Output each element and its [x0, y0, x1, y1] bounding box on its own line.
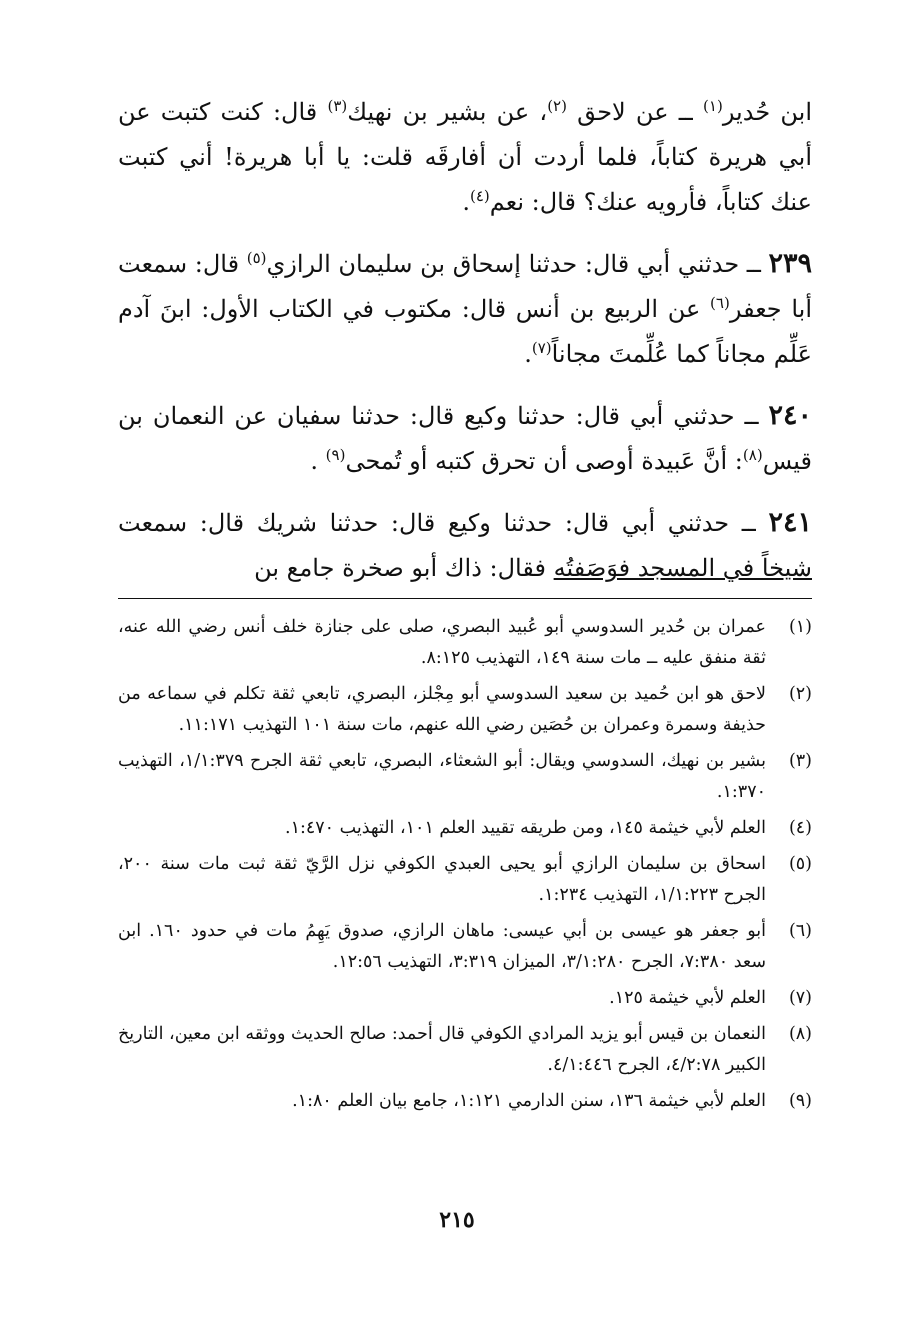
footnote: [118, 746, 812, 808]
footnote-ref: (٢): [547, 97, 567, 115]
footnote: [118, 679, 812, 741]
text-run: ــ حدثني أبي قال: حدثنا وكيع قال: حدثنا سفيان عن النعمان بن قيس: [118, 402, 812, 475]
hadith-number: ٢٣٩: [768, 248, 813, 279]
underlined-text: شيخاً في المسجد فوَصَفتُه: [553, 554, 812, 582]
text-run: : أنَّ عَبيدة أوصى أن تحرق كتبه أو تُمحى: [345, 447, 743, 475]
footnote-text: لاحق هو ابن حُميد بن سعيد السدوسي أبو مِجْلز، البصري، تابعي ثقة تكلم في سماعه من حذيفة وسمرة وعمران بن حُصَين رضي الله عنهم، مات سنة ١٠١ التهذيب ١١:١٧١.: [118, 684, 766, 735]
footnote-text: العلم لأبي خيثمة ١٤٥، ومن طريقه تقييد العلم ١٠١، التهذيب ١:٤٧٠.: [285, 818, 766, 838]
paragraph-240: [118, 393, 812, 484]
hadith-number: ٢٤٠: [768, 400, 812, 431]
footnote: [118, 813, 812, 844]
footnote: [118, 983, 812, 1014]
page-number: ٢١٥: [439, 1207, 475, 1233]
paragraph-continuation: [118, 90, 812, 225]
footnote: [118, 1019, 812, 1081]
footnote-number: (١): [788, 617, 812, 637]
footnote-number: (٢): [788, 684, 812, 704]
footnote-ref: (٦): [710, 294, 730, 312]
text-run: .: [462, 188, 470, 216]
footnote-number: (٦): [788, 921, 812, 941]
footnote: [118, 849, 812, 911]
text-run: ــ حدثني أبي قال: حدثنا إسحاق بن سليمان الرازي: [266, 250, 769, 278]
footnote-number: (٧): [788, 988, 812, 1008]
footnote-ref: (٣): [327, 97, 348, 115]
text-run: عن الربيع بن أنس قال: مكتوب في الكتاب الأول: ابنَ آدم عَلِّم مجاناً كما عُلِّمتَ مجاناً: [118, 295, 812, 368]
footnote-divider: [118, 598, 812, 599]
footnote-text: اسحاق بن سليمان الرازي أبو يحيى العبدي الكوفي نزل الرَّيّ ثقة ثبت مات سنة ٢٠٠، الجرح ١/١:٢٢٣، التهذيب ١:٢٣٤.: [118, 854, 766, 905]
footnote: [118, 1086, 812, 1117]
footnote-text: النعمان بن قيس أبو يزيد المرادي الكوفي قال أحمد: صالح الحديث ووثقه ابن معين، التاريخ الكبير ٤/٢:٧٨، الجرح ٤/١:٤٤٦.: [118, 1024, 766, 1075]
text-run: ، عن بشير بن نهيك: [347, 98, 548, 126]
text-run: فقال: ذاك أبو صخرة جامع بن: [254, 554, 554, 582]
text-run: قال: كنت كتبت عن أبي هريرة كتاباً، فلما أردت أن أفارقَه قلت: يا أبا هريرة! أني كتبت عنك كتاباً، فأرويه عنك؟ قال: نعم: [118, 98, 812, 216]
footnote-ref: (٧): [531, 339, 552, 357]
footnote-text: العلم لأبي خيثمة ١٣٦، سنن الدارمي ١:١٢١، جامع بيان العلم ١:٨٠.: [292, 1091, 766, 1111]
footnote-number: (٨): [788, 1024, 812, 1044]
hadith-number: ٢٤١: [768, 507, 812, 538]
paragraph-241: [118, 500, 812, 591]
footnote-ref: (٤): [469, 187, 490, 205]
footnotes: [118, 612, 812, 1122]
text-run: قال: سمعت أبا جعفر: [118, 250, 812, 323]
text-run: ابن حُدير: [722, 98, 812, 126]
footnote-text: بشير بن نهيك، السدوسي ويقال: أبو الشعثاء، البصري، تابعي ثقة الجرح ١/١:٣٧٩، التهذيب ١:٣٧٠.: [118, 751, 766, 802]
footnote-ref: (٩): [325, 446, 346, 464]
footnote-number: (٣): [788, 751, 812, 771]
footnote-text: عمران بن حُدير السدوسي أبو عُبيد البصري، صلى على جنازة خلف أنس رضي الله عنه، ثقة منفق عليه ــ مات سنة ١٤٩، التهذيب ٨:١٢٥.: [118, 617, 766, 668]
footnote-number: (٤): [788, 818, 812, 838]
text-run: .: [524, 340, 532, 368]
footnote-number: (٥): [788, 854, 812, 874]
footnote-text: العلم لأبي خيثمة ١٢٥.: [609, 988, 766, 1008]
footnote-number: (٩): [788, 1091, 812, 1111]
main-text: [118, 90, 812, 591]
footnote: [118, 612, 812, 674]
footnote-ref: (٨): [742, 446, 763, 464]
footnote-ref: (٥): [246, 249, 267, 267]
footnote-text: أبو جعفر هو عيسى بن أبي عيسى: ماهان الرازي، صدوق يَهِمُ مات في حدود ١٦٠. ابن سعد ٧:٣٨٠، الجرح ٣/١:٢٨٠، الميزان ٣:٣١٩، التهذيب ١٢:٥٦.: [118, 921, 766, 972]
footnote: [118, 916, 812, 978]
footnote-ref: (١): [703, 97, 723, 115]
text-run: ــ عن لاحق: [566, 98, 704, 126]
paragraph-239: [118, 241, 812, 377]
text-run: .: [310, 447, 326, 475]
text-run: ــ حدثني أبي قال: حدثنا وكيع قال: حدثنا شريك قال: سمعت: [118, 509, 769, 537]
